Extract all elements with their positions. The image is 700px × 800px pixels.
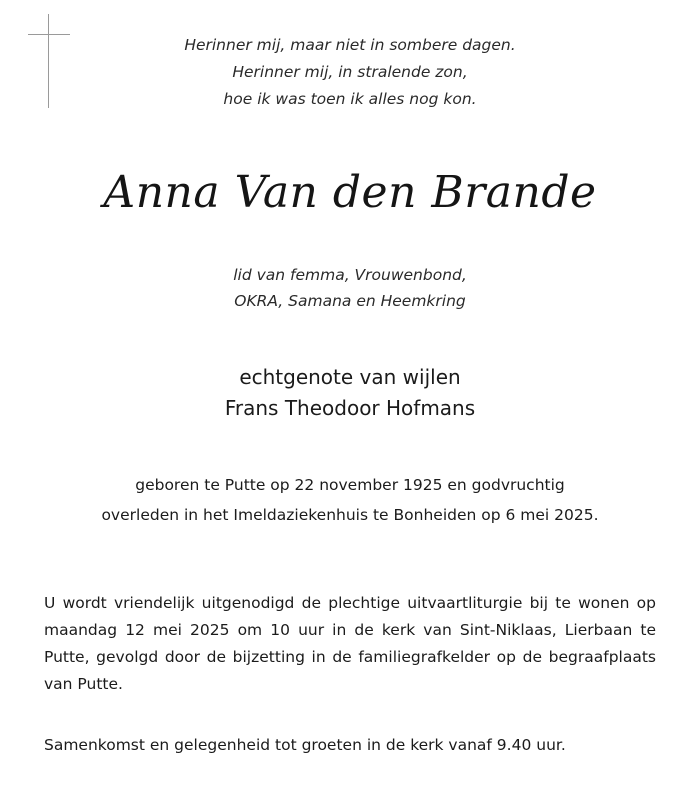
funeral-invitation: U wordt vriendelijk uitgenodigd de plechtige uitvaartliturgie bij te wonen op maandag 12 mei 2025 om 10 uur in de kerk van Sint-Niklaas, Lierbaan te Putte, gevolgd door de bijzetting in de familiegrafkelder op de begraafplaats van Putte. (44, 594, 656, 693)
spouse-name: Frans Theodoor Hofmans (224, 396, 476, 420)
membership-line: lid van femma, Vrouwenbond, (233, 266, 467, 284)
birth-line: geboren te Putte op 22 november 1925 en godvruchtig (135, 476, 565, 494)
deceased-name: Anna Van den Brande (103, 167, 597, 218)
poem-line: hoe ik was toen ik alles nog kon. (223, 90, 477, 108)
memberships (0, 262, 700, 314)
memorial-poem (0, 32, 700, 113)
membership-line: OKRA, Samana en Heemkring (234, 292, 466, 310)
spouse-info (0, 362, 700, 424)
poem-line: Herinner mij, in stralende zon, (232, 63, 468, 81)
death-line: overleden in het Imeldaziekenhuis te Bonheiden op 6 mei 2025. (101, 506, 599, 524)
gathering-info: Samenkomst en gelegenheid tot groeten in de kerk vanaf 9.40 uur. (44, 736, 566, 754)
poem-line: Herinner mij, maar niet in sombere dagen. (184, 36, 516, 54)
spouse-relation: echtgenote van wijlen (239, 365, 461, 389)
birth-death-info (0, 470, 700, 530)
